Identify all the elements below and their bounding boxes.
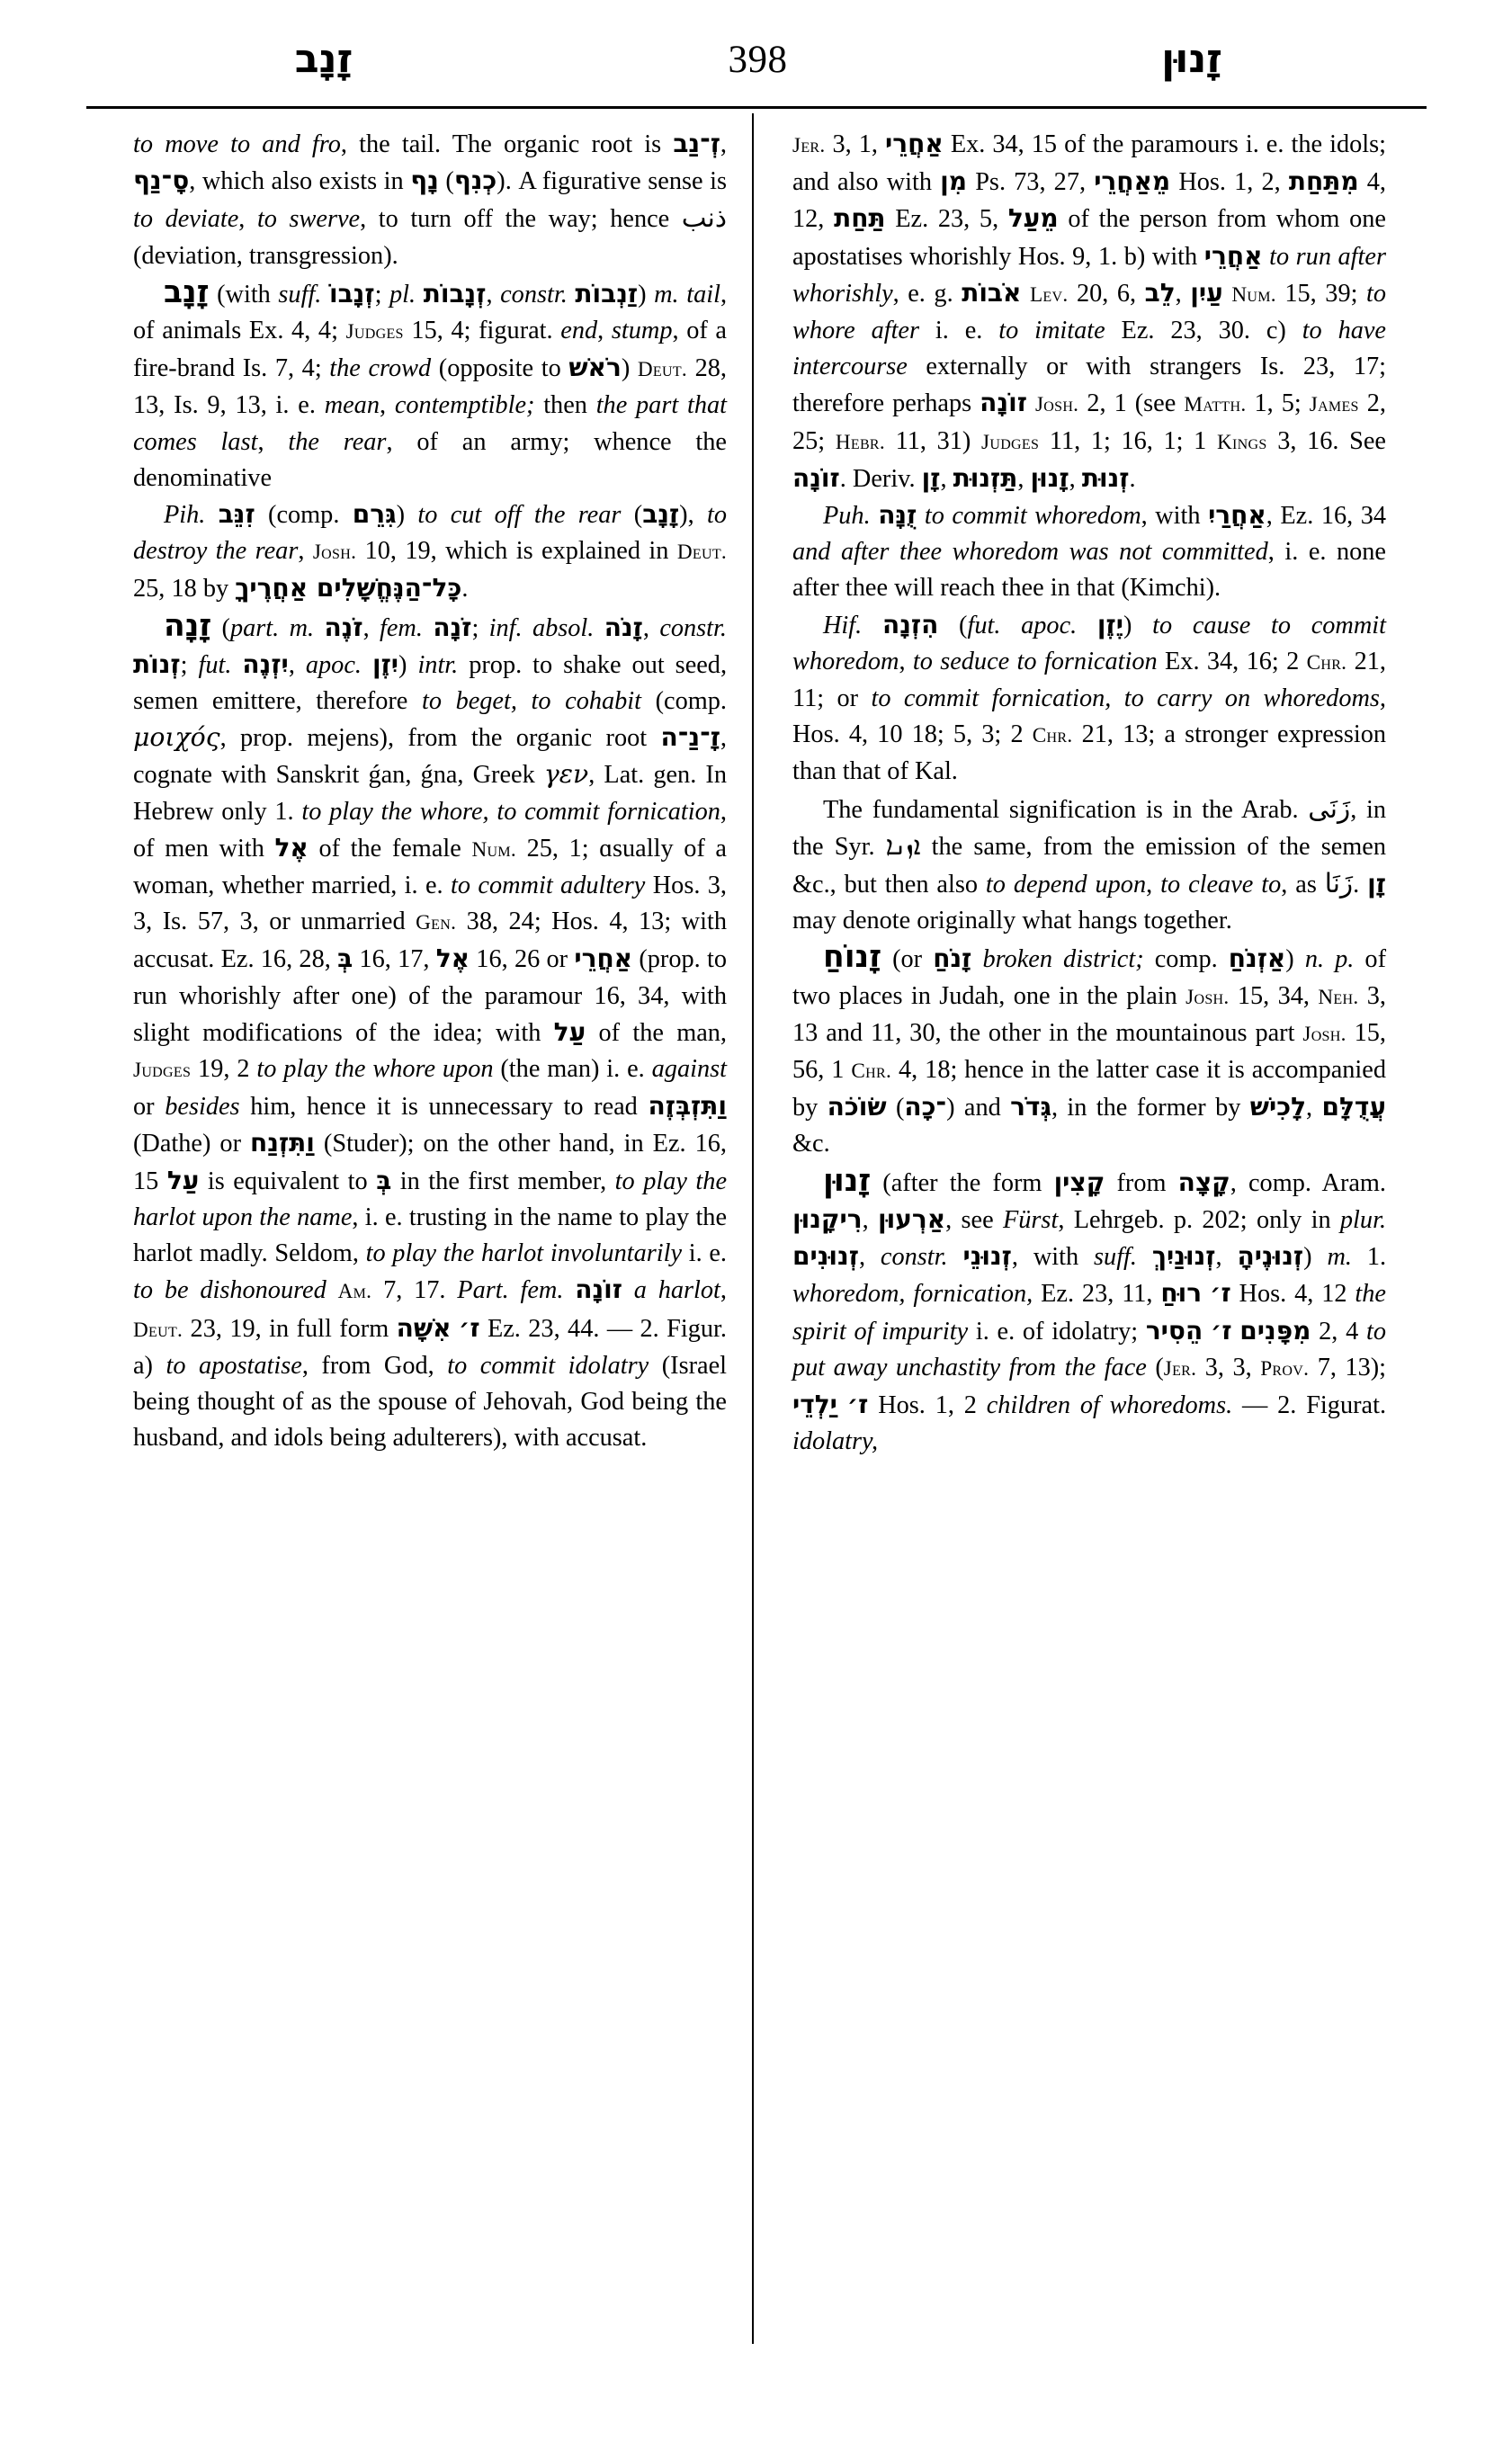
paragraph-continuation: Jer. 3, 1, אַחֲרֵי Ex. 34, 15 of the paramours i. e. the idols; and also with מִן Ps. 73, 27, מֵאַחֲרֵי Hos. 1, 2, מִתַּחַת 4, 12, תַּחַת Ez. 23, 5, מֵעַל of the person from whom one apostatises whorishly Hos. 9, 1. b) with אַחֲרֵי to run after whorishly, e. g. אֹבוֹת Lev. 20, 6, לֵב, עַיִן Num. 15, 39; to whore after i. e. to imitate Ez. 23, 30. c) to have intercourse externally or with strangers Is. 23, 17; therefore perhaps זוֹנָה Josh. 2, 1 (see Matth. 1, 5; James 2, 25; Hebr. 11, 31) Judges 11, 1; 16, 1; 1 Kings 3, 16. See זוֹנָה. Deriv. זָן, תַּזְנוּת, זָנוּן, זְנוּת.	[792, 129, 1387, 493]
header-rule	[86, 106, 1427, 109]
column-right	[792, 126, 1386, 1460]
paragraph-etymology: The fundamental signification is in the Arab. زَنَى, in the Syr. ܐܙܢܐ the same, from the emission of the semen &c., but then also to depend upon, to cleave to, as زَنَا. זָן may denote originally what hangs together.	[792, 792, 1386, 935]
conjugation-piel: Pih. זִנֵּב (comp. גִּרֵם) to cut off the rear (זָנָב), to destroy the rear, Josh. 10, 19, which is explained in Deut. 25, 18 by כָּל־הַנֶּחֱשָׁלִים אַחֲרֶיךָ.	[133, 499, 728, 604]
lemma-zanoah: זָנוֹחַ	[823, 939, 882, 976]
running-head-left: זָנָב	[294, 36, 353, 82]
paragraph-continuation: to move to and fro, the tail. The organic root is זְ־נַב, סָ־נַף, which also exists in נָף (כְנִף). A figurative sense is to deviate, to swerve, to turn off the way; hence ذنب (deviation, transgression).	[133, 129, 727, 270]
conjugation-label: Puh.	[823, 502, 871, 531]
conjugation-hifil: Hif. הִזְנָה (fut. apoc. יֶזֶן) to cause to commit whoredom, to seduce to fornication Ex. 34, 16; 2 Chr. 21, 11; or to commit fornication, to carry on whoredoms, Hos. 4, 10 18; 5, 3; 2 Chr. 21, 13; a stronger expression than that of Kal.	[792, 609, 1387, 786]
entry-zanah: זָנָה (part. m. זֹנֶה, fem. זֹנָה; inf. absol. זָנֹה, constr. זְנוֹת; fut. יִזְנֶה, apoc. יִזֶן) intr. prop. to shake out seed, semen emittere, therefore to beget, to cohabit (comp. μοιχός, prop. mejens), from the organic root זָ־נַ־ה, cognate with Sanskrit ǵan, ǵna, Greek γεν, Lat. gen. In Hebrew only 1. to play the whore, to commit fornication, of men with אֶל of the female Num. 25, 1; ɑsually of a woman, whether married, i. e. to commit adultery Hos. 3, 3, Is. 57, 3, or unmarried Gen. 38, 24; Hos. 4, 13; with accusat. Ez. 16, 28, בְּ 16, 17, אֶל 16, 26 or אַחֲרֵי (prop. to run whorishly after one) of the paramour 16, 34, with slight modifications of the idea; with עַל of the man, Judges 19, 2 to play the whore upon (the man) i. e. against or besides him, hence it is unnecessary to read וַתִּזְבְּזֶה (Dathe) or וַתִּזְנַח (Studer); on the other hand, in Ez. 16, 15 עַל is equivalent to בְּ in the first member, to play the harlot upon the name, i. e. trusting in the name to play the harlot madly. Seldom, to play the harlot involuntarily i. e. to be dishonoured Am. 7, 17. Part. fem. זוֹנָה a harlot, Deut. 23, 19, in full form אִשָּׁה ז׳ Ez. 23, 44. — 2. Figur. a) to apostatise, from God, to commit idolatry (Israel being thought of as the spouse of Jehovah, God being the husband, and idols being adulterers), with accusat.	[133, 607, 728, 1453]
column-left	[133, 126, 727, 1456]
entry-zanun: זָנוּן (after the form קָצִין from קָצָה, comp. Aram. רִיקָנוּן, אַרְעוּן, see Fürst, Lehrgeb. p. 202; only in plur. זְנוּנִים, constr. זְנוּנֵי, with suff. זְנוּנַיִךְ, זְנוּנֶיהָ) m. 1. whoredom, fornication, Ez. 23, 11, רוּחַ ז׳ Hos. 4, 12 the spirit of impurity i. e. of idolatry; הֵסִיר ז׳ מִפָּנִים 2, 4 to put away unchastity from the face (Jer. 3, 3, Prov. 7, 13); יַלְדֵי ז׳ Hos. 1, 2 children of whoredoms. — 2. Figurat. idolatry,	[792, 1162, 1387, 1456]
lemma-zanab: זָנָב	[164, 273, 210, 310]
column-divider	[752, 113, 754, 2344]
entry-zanab: זָנָב (with suff. זְנָבוֹ; pl. זְנָבוֹת, constr. זַנְבוֹת) m. tail, of animals Ex. 4, 4; Judges 15, 4; figurat. end, stump, of a fire-brand Is. 7, 4; the crowd (opposite to רֹאשׁ) Deut. 28, 13, Is. 9, 13, i. e. mean, contemptible; then the part that comes last, the rear, of an army; whence the denominative	[133, 273, 728, 492]
conjugation-label: Hif.	[823, 611, 863, 639]
lemma-zanah: זָנָה	[164, 607, 212, 644]
page-header	[135, 38, 1381, 101]
page-number: 398	[728, 39, 788, 81]
running-head-right: זָנוּן	[1161, 36, 1222, 82]
conjugation-label: Pih.	[164, 501, 206, 530]
text-columns	[86, 126, 1430, 2374]
entry-zanoah: זָנוֹחַ (or זָנֹחַ broken district; comp. אַזְנֹחַ) n. p. of two places in Judah, one in the plain Josh. 15, 34, Neh. 3, 13 and 11, 30, the other in the mountainous part Josh. 15, 56, 1 Chr. 4, 18; hence in the latter case it is accompanied by שׂוֹכֹה (־כָה) and גְּדֹר, in the former by לָכִישׁ, עֲדֻלָּם &c.	[792, 939, 1387, 1158]
lemma-zanun: זָנוּן	[823, 1162, 872, 1199]
conjugation-pual: Puh. זֻנָּה to commit whoredom, with אַחֲרַיִ, Ez. 16, 34 and after thee whoredom was not committed, i. e. none after thee will reach thee in that (Kimchi).	[792, 500, 1387, 603]
